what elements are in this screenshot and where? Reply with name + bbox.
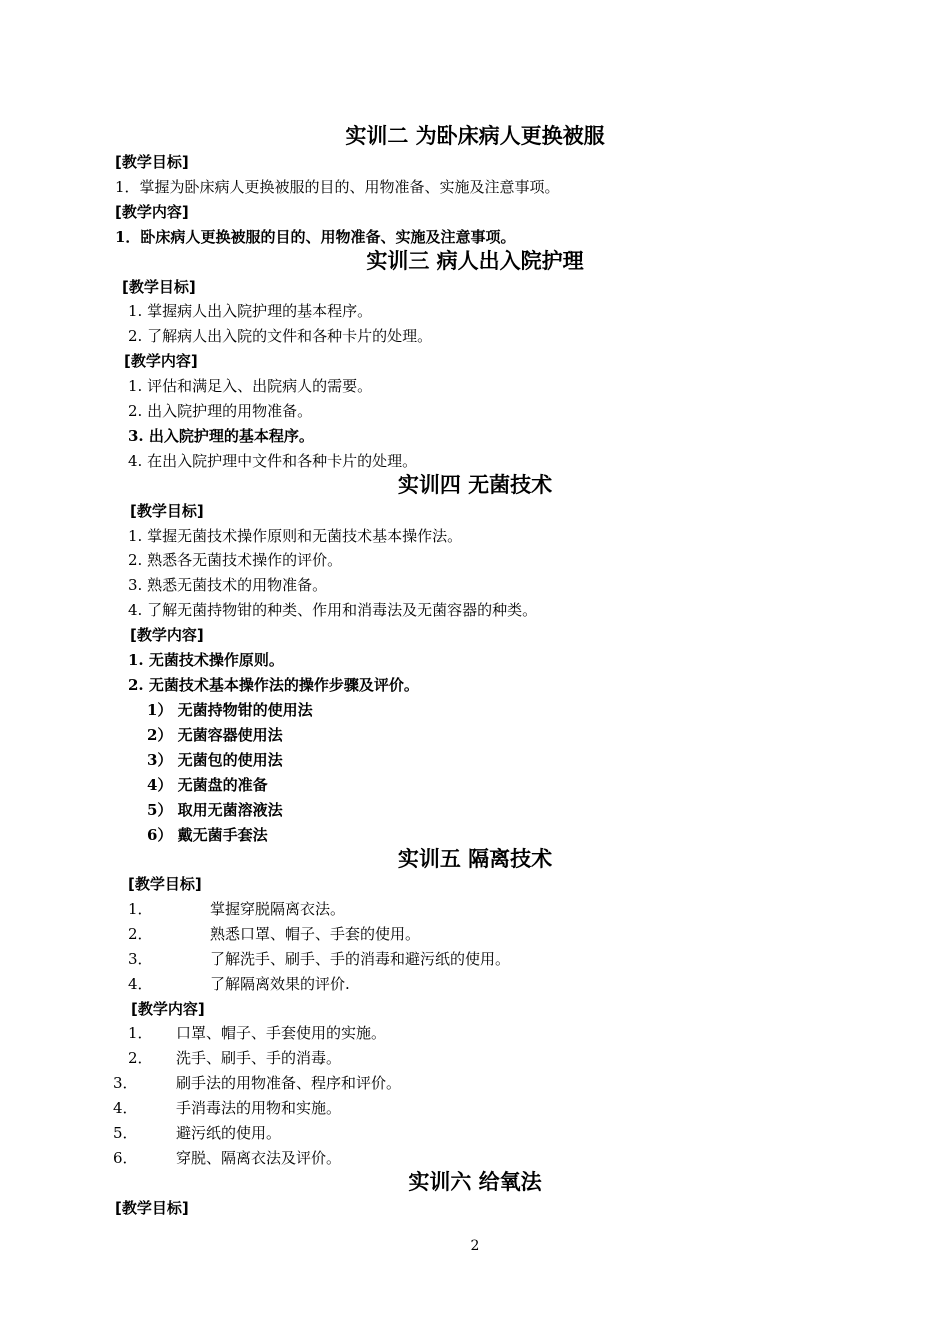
goal-num-s5-3: 3． <box>128 950 153 968</box>
goal-num-s5-4: 4． <box>128 975 153 993</box>
goal-item-s2-1: 1．掌握为卧床病人更换被服的目的、用物准备、实施及注意事项。 <box>115 178 560 196</box>
content-item-s3-2: 2. 出入院护理的用物准备。 <box>128 402 313 420</box>
content-num-s5-2: 2． <box>128 1049 153 1067</box>
content-text-s5-6: 穿脱、隔离衣法及评价。 <box>176 1149 342 1167</box>
goal-label-s5: [教学目标] <box>128 875 202 893</box>
sub-item-s4-1: 1） 无菌持物钳的使用法 <box>147 701 313 719</box>
content-item-s4-2: 2. 无菌技术基本操作法的操作步骤及评价。 <box>128 676 419 694</box>
section-title-s5: 实训五 隔离技术 <box>397 847 553 871</box>
goal-item-s4-2: 2. 熟悉各无菌技术操作的评价。 <box>128 551 343 569</box>
content-num-s5-3: 3． <box>113 1074 138 1092</box>
content-text-s5-3: 刷手法的用物准备、程序和评价。 <box>176 1074 402 1092</box>
sub-item-s4-3: 3） 无菌包的使用法 <box>147 751 283 769</box>
goal-item-s4-3: 3. 熟悉无菌技术的用物准备。 <box>128 576 328 594</box>
goal-label-s3: [教学目标] <box>122 278 196 296</box>
goal-text-s5-4: 了解隔离效果的评价. <box>210 975 350 993</box>
goal-num-s5-1: 1． <box>128 900 153 918</box>
content-label-s4: [教学内容] <box>130 626 204 644</box>
goal-item-s4-1: 1. 掌握无菌技术操作原则和无菌技术基本操作法。 <box>128 527 463 545</box>
content-num-s5-4: 4． <box>113 1099 138 1117</box>
content-text-s5-2: 洗手、刷手、手的消毒。 <box>176 1049 342 1067</box>
content-item-s4-1: 1. 无菌技术操作原则。 <box>128 651 284 669</box>
content-item-s3-3: 3. 出入院护理的基本程序。 <box>128 427 314 445</box>
content-text-s5-1: 口罩、帽子、手套使用的实施。 <box>176 1024 387 1042</box>
content-label-s3: [教学内容] <box>124 352 198 370</box>
sub-item-s4-6: 6） 戴无菌手套法 <box>147 826 268 844</box>
content-label-s5: [教学内容] <box>131 1000 205 1018</box>
content-text-s5-5: 避污纸的使用。 <box>176 1124 282 1142</box>
content-num-s5-5: 5． <box>113 1124 138 1142</box>
section-title-s3: 实训三 病人出入院护理 <box>366 249 584 273</box>
goal-text-s5-3: 了解洗手、刷手、手的消毒和避污纸的使用。 <box>210 950 511 968</box>
content-item-s3-1: 1. 评估和满足入、出院病人的需要。 <box>128 377 373 395</box>
section-title-s4: 实训四 无菌技术 <box>397 473 553 497</box>
goal-label-s2: [教学目标] <box>115 153 189 171</box>
content-item-s3-4: 4. 在出入院护理中文件和各种卡片的处理。 <box>128 452 418 470</box>
goal-text-s5-1: 掌握穿脱隔离衣法。 <box>210 900 346 918</box>
goal-num-s5-2: 2． <box>128 925 153 943</box>
goal-item-s3-2: 2. 了解病人出入院的文件和各种卡片的处理。 <box>128 327 433 345</box>
content-num-s5-1: 1． <box>128 1024 153 1042</box>
goal-item-s3-1: 1. 掌握病人出入院护理的基本程序。 <box>128 302 373 320</box>
sub-item-s4-2: 2） 无菌容器使用法 <box>147 726 283 744</box>
goal-label-s4: [教学目标] <box>130 502 204 520</box>
section-title-s2: 实训二 为卧床病人更换被服 <box>345 124 605 148</box>
goal-label-s6: [教学目标] <box>115 1199 189 1217</box>
goal-item-s4-4: 4. 了解无菌持物钳的种类、作用和消毒法及无菌容器的种类。 <box>128 601 538 619</box>
content-label-s2: [教学内容] <box>115 203 189 221</box>
sub-item-s4-5: 5） 取用无菌溶液法 <box>147 801 283 819</box>
content-text-s5-4: 手消毒法的用物和实施。 <box>176 1099 342 1117</box>
sub-item-s4-4: 4） 无菌盘的准备 <box>147 776 268 794</box>
page-number: 2 <box>470 1238 480 1254</box>
content-item-s2-1: 1．卧床病人更换被服的目的、用物准备、实施及注意事项。 <box>115 228 516 246</box>
goal-text-s5-2: 熟悉口罩、帽子、手套的使用。 <box>210 925 421 943</box>
content-num-s5-6: 6． <box>113 1149 138 1167</box>
section-title-s6: 实训六 给氧法 <box>408 1170 542 1194</box>
